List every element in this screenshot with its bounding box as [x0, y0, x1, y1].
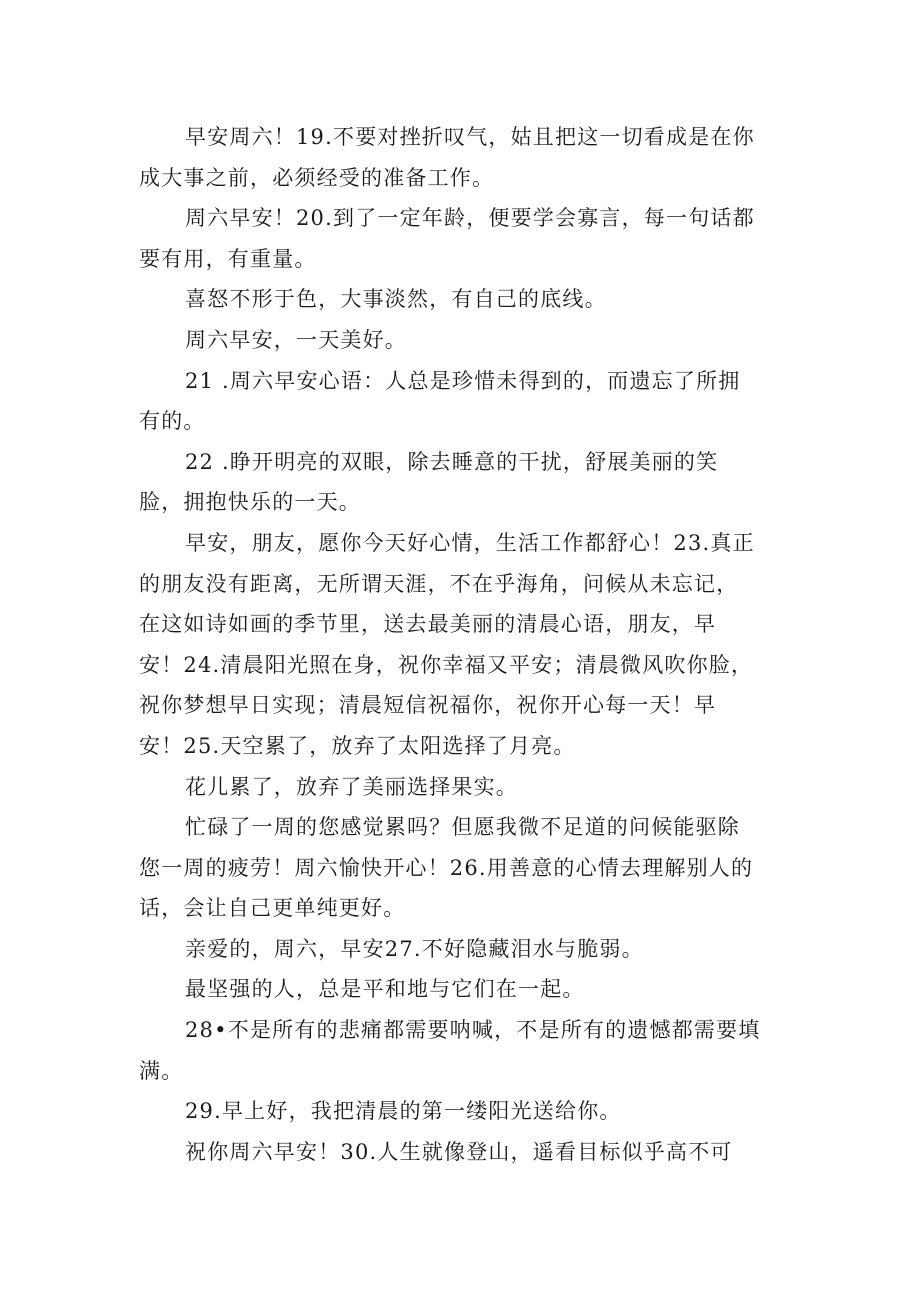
text-line: 忙碌了一周的您感觉累吗？但愿我微不足道的问候能驱除: [185, 815, 740, 840]
text-line: 22 .睁开明亮的双眼，除去睡意的干扰，舒展美丽的笑: [185, 449, 719, 474]
text-line: 的朋友没有距离，无所谓天涯，不在乎海角，问候从未忘记，: [139, 571, 739, 596]
text-line: 祝你梦想早日实现；清晨短信祝福你，祝你开心每一天！早: [139, 693, 717, 718]
text-line: 话，会让自己更单纯更好。: [139, 896, 406, 921]
text-line: 29.早上好，我把清晨的第一缕阳光送给你。: [185, 1099, 622, 1124]
text-line: 安！24.清晨阳光照在身，祝你幸福又平安；清晨微风吹你脸，: [139, 652, 754, 677]
text-line: 在这如诗如画的季节里，送去最美丽的清晨心语，朋友，早: [139, 612, 717, 637]
text-line: 安！25.天空累了，放弃了太阳选择了月亮。: [139, 733, 576, 758]
text-line: 脸，拥抱快乐的一天。: [139, 490, 361, 515]
text-line: 祝你周六早安！30.人生就像登山，遥看目标似乎高不可: [185, 1139, 733, 1164]
text-line: 花儿累了，放弃了美丽选择果实。: [185, 774, 518, 799]
text-line: 周六早安！20.到了一定年龄，便要学会寡言，每一句话都: [185, 206, 755, 231]
text-line: 有的。: [139, 409, 206, 434]
text-line: 早安周六！19.不要对挫折叹气，姑且把这一切看成是在你: [185, 125, 755, 149]
text-line: 周六早安，一天美好。: [185, 327, 407, 352]
text-line: 满。: [139, 1058, 184, 1083]
text-line: 亲爱的，周六，早安27.不好隐藏泪水与脆弱。: [185, 936, 644, 961]
text-line: 早安，朋友，愿你今天好心情，生活工作都舒心！23.真正: [185, 530, 755, 555]
text-line: 21 .周六早安心语：人总是珍惜未得到的，而遗忘了所拥: [185, 368, 741, 393]
document-body: [139, 117, 789, 1172]
text-line: 28•不是所有的悲痛都需要呐喊，不是所有的遗憾都需要填: [185, 1018, 761, 1043]
text-line: 您一周的疲劳！周六愉快开心！26.用善意的心情去理解别人的: [139, 855, 754, 880]
text-line: 最坚强的人，总是平和地与它们在一起。: [185, 977, 585, 1002]
text-line: 要有用，有重量。: [139, 246, 317, 271]
text-line: 成大事之前，必须经受的准备工作。: [139, 165, 495, 190]
text-line: 喜怒不形于色，大事淡然，有自己的底线。: [185, 287, 607, 312]
